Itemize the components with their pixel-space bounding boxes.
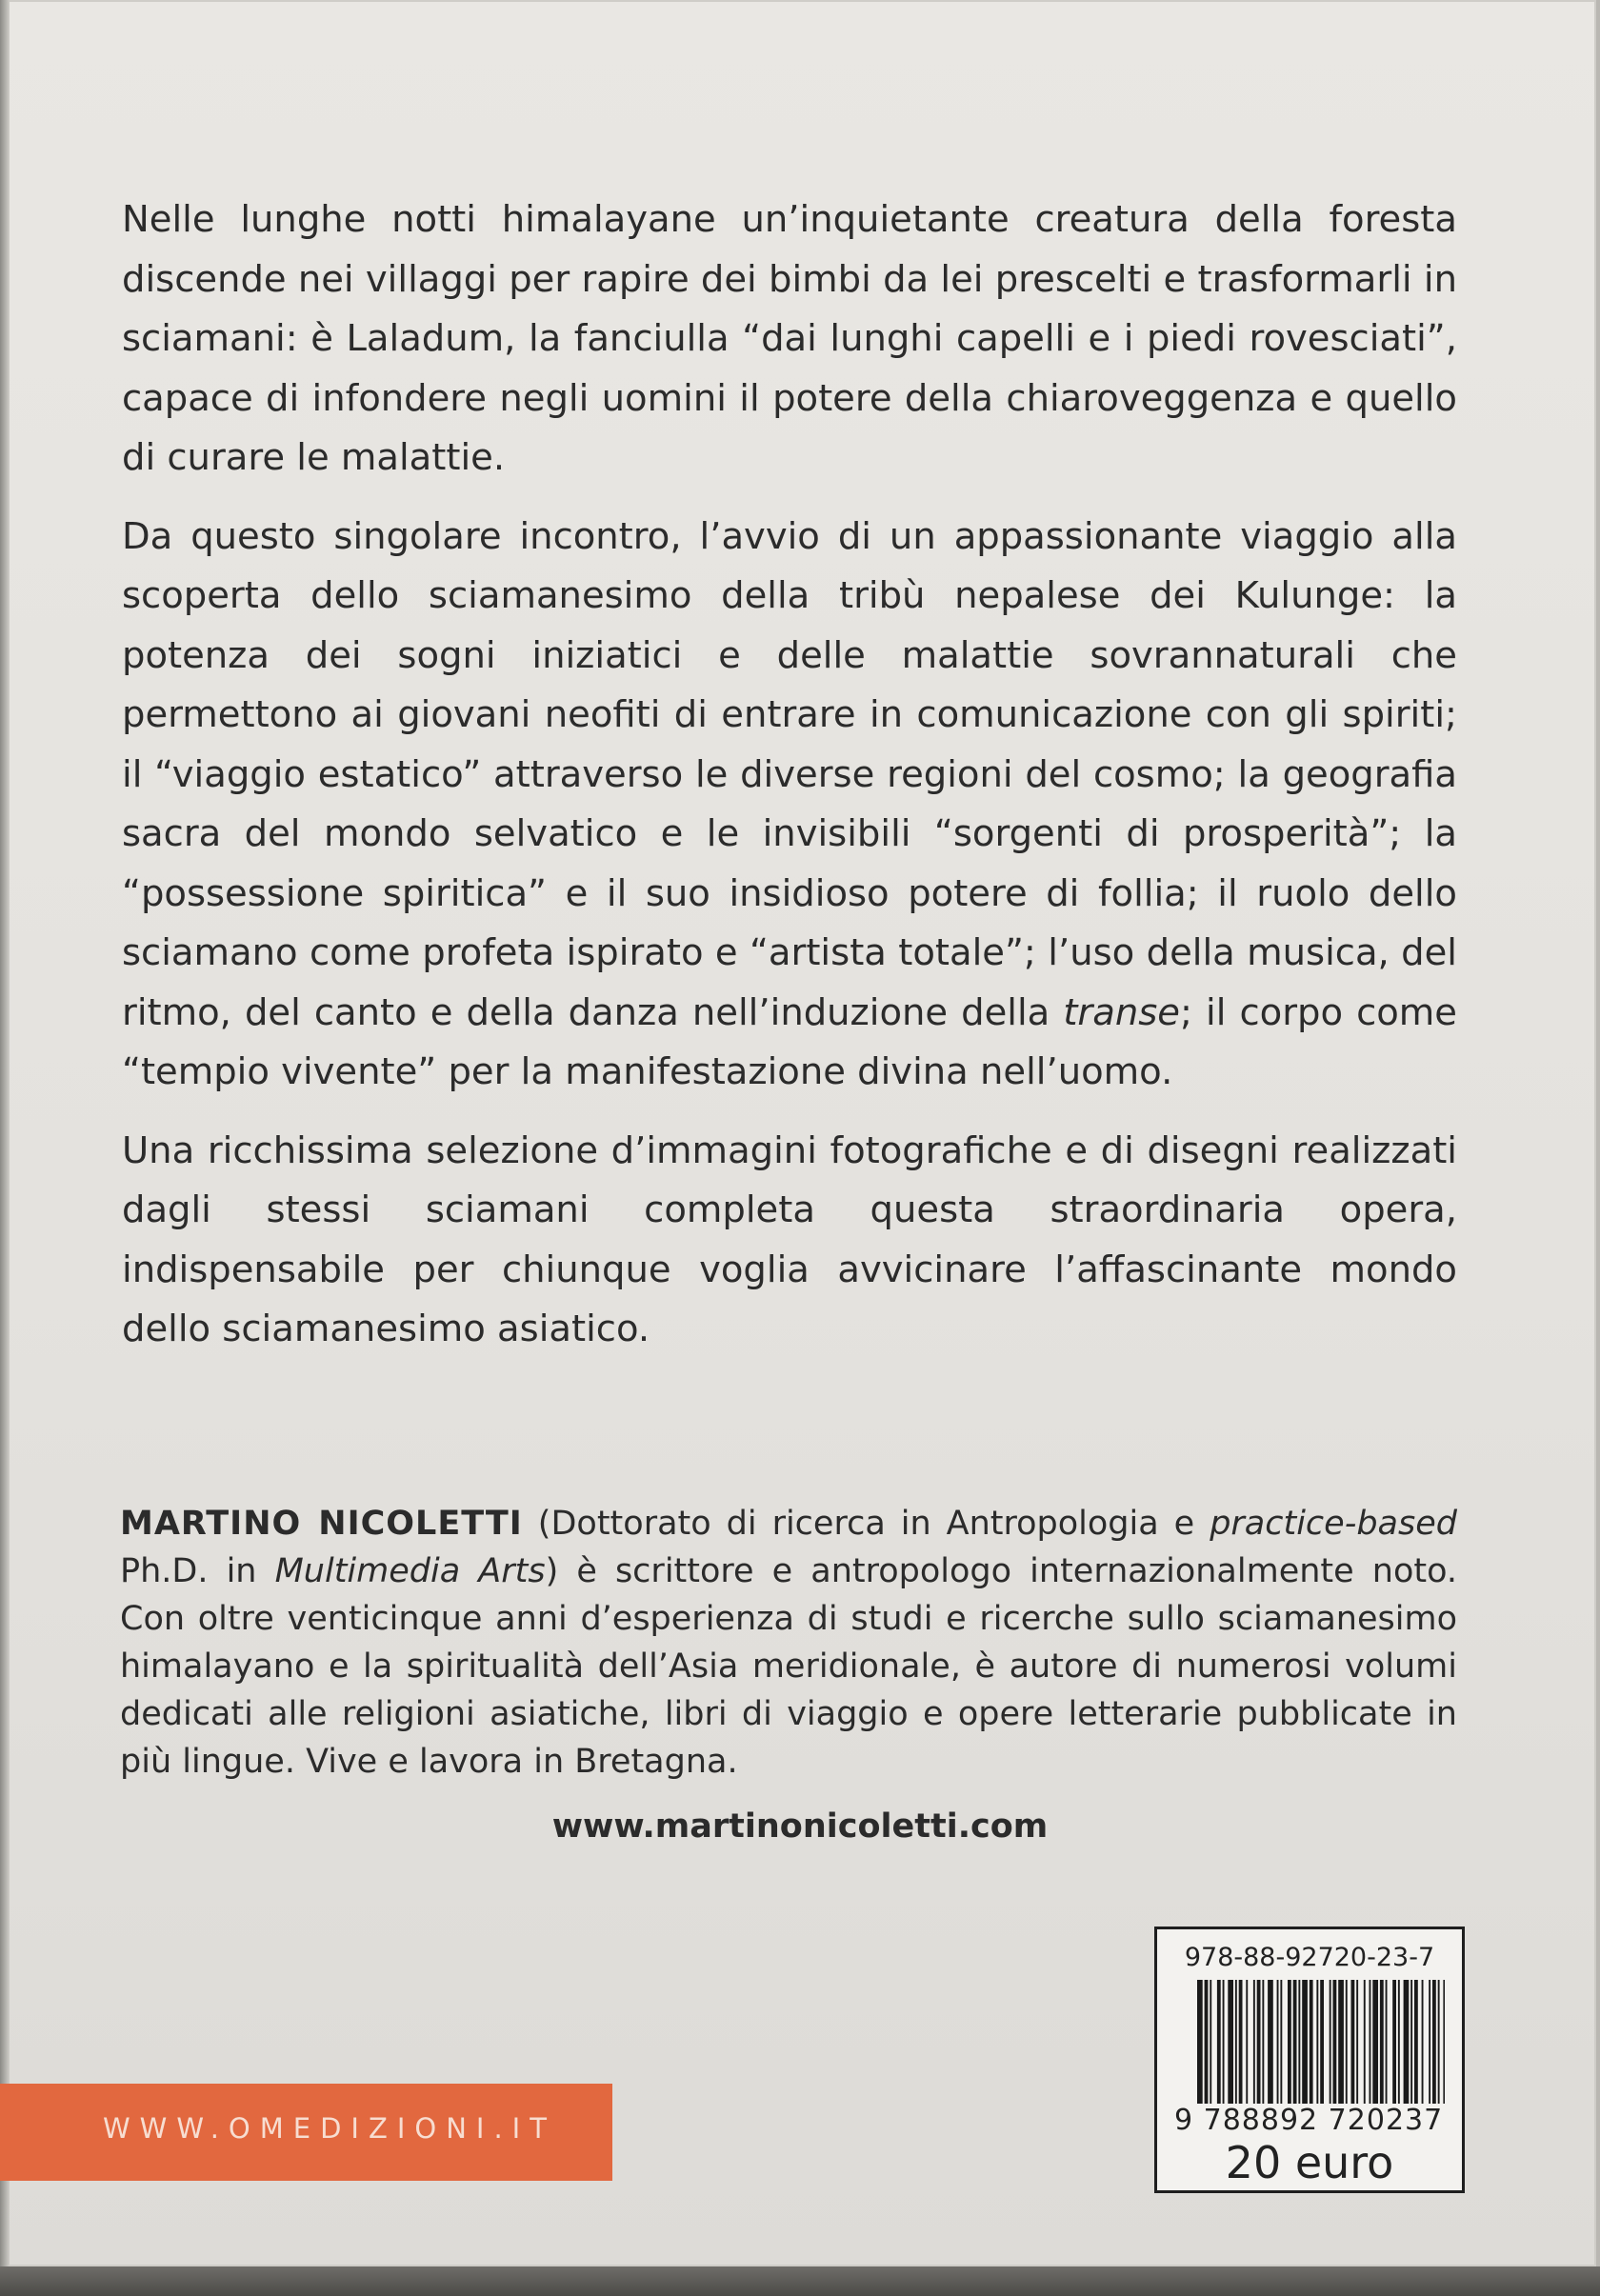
blurb-paragraph-2 <box>122 508 1457 1103</box>
author-website[interactable]: www.martinonicoletti.com <box>551 1807 1049 1846</box>
blurb-paragraph-2-start: Da questo singolare incontro, l’avvio di un appassionante viaggio alla scoperta dello sciamanesimo della tribù nepalese dei Kulunge: la potenza dei sogni iniziatici e delle malattie sovrannaturali che permettono ai giovani neofiti di entrare in comunicazione con gli spiriti; il “viaggio estatico” attraverso le diverse regioni del cosmo; la geografia sacra del mondo selvatico e le invisibili “sorgenti di prosperità”; la “possessione spiritica” e il suo insidioso potere di follia; il ruolo dello sciamano come profeta ispirato e “artista totale”; l’uso della musica, del ritmo, del canto e della danza nell’induzione della <box>122 514 1457 1034</box>
blurb-paragraph-3: Una ricchissima selezione d’immagini fotografiche e di disegni realizzati dagli stessi sciamani completa questa straordinaria opera, indispensabile per chiunque voglia avvicinare l’affascinante mondo dello sciamanesimo asiatico. <box>122 1128 1457 1350</box>
barcode-digits: 9 788892 720237 <box>1174 2104 1456 2137</box>
bio-text-2: Ph.D. in <box>120 1552 275 1590</box>
bio-text-1: (Dottorato di ricerca in Antropologia e <box>522 1505 1210 1543</box>
barcode-box <box>1154 1927 1465 2193</box>
author-bio-paragraph <box>120 1500 1457 1786</box>
blurb-italic-term: transe <box>1063 990 1180 1034</box>
author-name: MARTINO NICOLETTI <box>120 1505 523 1543</box>
bio-italic-1: practice-based <box>1210 1505 1457 1543</box>
cover-edge <box>0 0 10 2266</box>
publisher-band <box>0 2084 612 2181</box>
author-bio <box>120 1500 1457 1786</box>
bio-text-3: ) è scrittore e antropologo internazionalmente noto. Con oltre venticinque anni d’esperienza di studi e ricerche sullo sciamanesimo himalayano e la spiritualità dell’Asia meridionale, è autore di numerosi volumi dedicati alle religioni asiatiche, libri di viaggio e opere letterarie pubblicate in più lingue. Vive e lavora in Bretagna. <box>120 1552 1458 1781</box>
isbn-label: 978-88-92720-23-7 <box>1184 1943 1435 1972</box>
publisher-url[interactable]: WWW.OMEDIZIONI.IT <box>103 2112 556 2145</box>
bottom-shadow <box>0 2266 1600 2296</box>
price-label: 20 euro <box>1225 2137 1394 2188</box>
blurb-text <box>122 190 1457 1379</box>
blurb-paragraph-1: Nelle lunghe notti himalayane un’inquietante creatura della foresta discende nei villaggi per rapire dei bimbi da lei prescelti e trasformarli in sciamani: è Laladum, la fanciulla “dai lunghi capelli e i piedi rovesciati”, capace di infondere negli uomini il potere della chiaroveggenza e quello di curare le malattie. <box>122 198 1457 479</box>
blurb-paragraph-2-end: ; il corpo come “tempio vivente” per la manifestazione divina nell’uomo. <box>122 990 1457 1093</box>
bio-italic-2: Multimedia Arts <box>274 1552 546 1590</box>
